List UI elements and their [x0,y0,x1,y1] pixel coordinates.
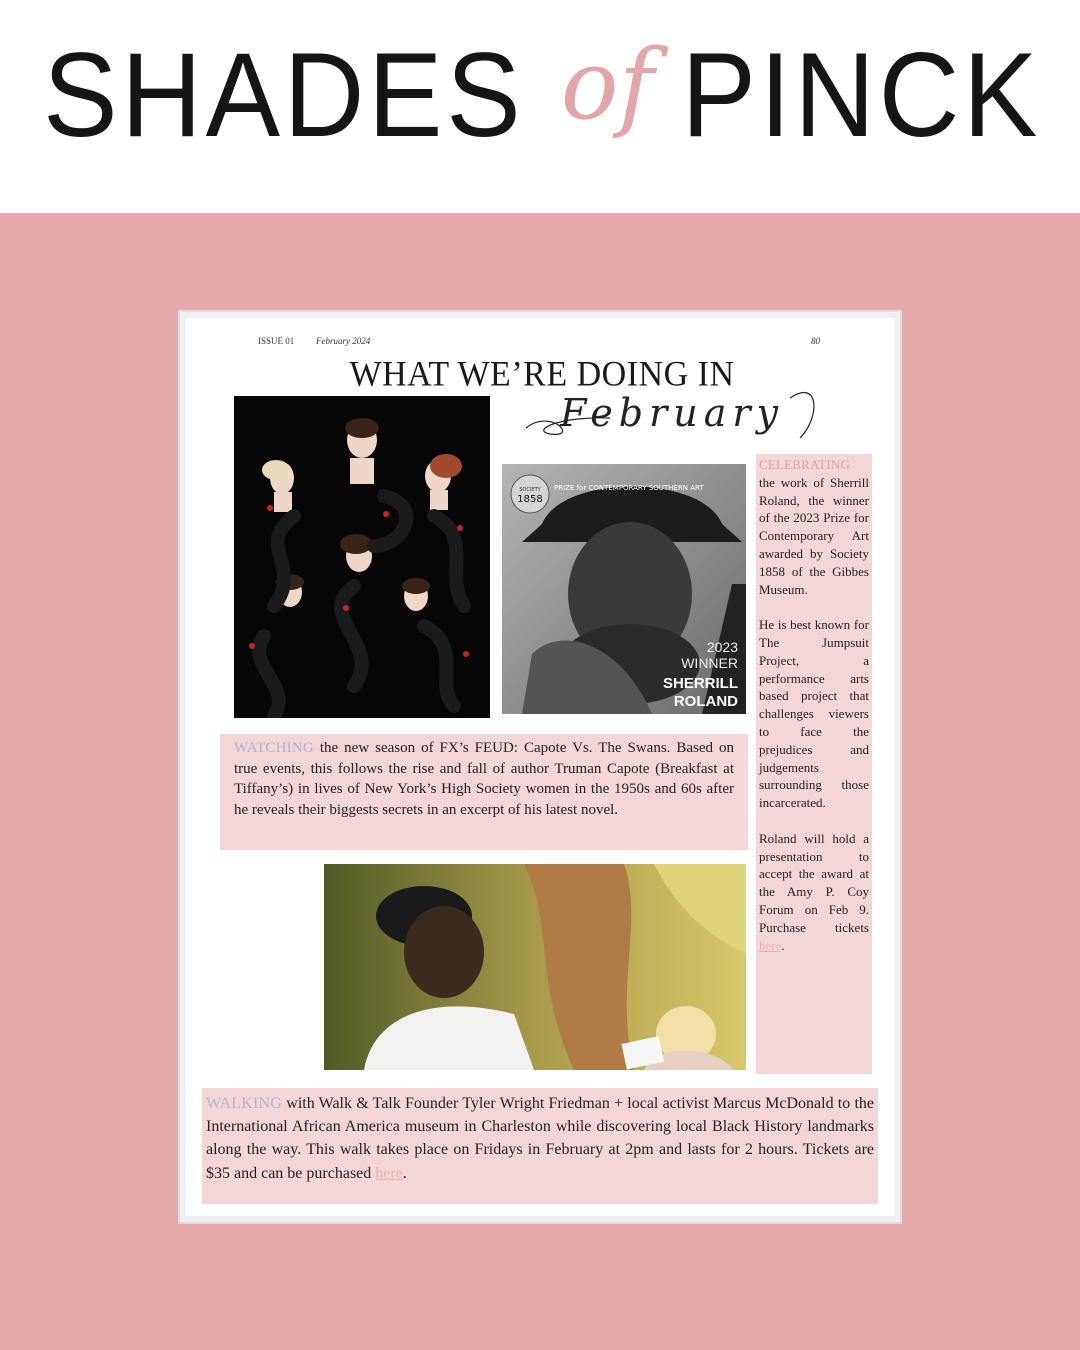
celebrating-end: . [781,937,785,953]
winner-year: 2023 [706,639,738,655]
headline-script [520,378,840,448]
badge-society: SOCIETY [519,487,541,493]
watching-lead: WATCHING [234,740,314,756]
walking-lead: WALKING [206,1095,283,1112]
magazine-page [178,310,902,1224]
tickets-link-walk[interactable]: here [375,1164,403,1182]
logo-word-pinck: PINCK [681,28,1042,162]
walking-end: . [402,1164,407,1182]
logo-word-of: of [560,29,655,141]
celebrating-body-1: the work of Sherrill Roland, the winner of the 2023 Prize for Contemporary Art awarded by Society 1858 of the Gibbes Museum. [759,474,869,597]
walk-photo [324,864,746,1070]
winner-label: WINNER [681,655,738,671]
page-number: 80 [811,336,820,346]
watching-body: the new season of FX’s FEUD: Capote Vs. The Swans. Based on true events, this follows the rise and fall of author Truman Capote (Breakfast at Tiffany’s) in lives of New York’s High Society women in the 1950s and 60s after he reveals their biggests secrets in an excerpt of his latest novel. [234,740,734,818]
swans-photo [234,396,490,718]
winner-name-2: ROLAND [673,693,738,710]
logo-word-shades: SHADES [43,28,525,162]
celebrating-p2 [759,616,869,812]
issue-date: February 2024 [316,336,371,346]
artist-photo [502,464,746,714]
walking-body: with Walk & Talk Founder Tyler Wright Friedman + local activist Marcus McDonald to the International African America museum in Charleston while discovering local Black History landmarks along the way. This walk takes place on Fridays in February at 2pm and lasts for 2 hours. Tickets are $35 and can be purchased [206,1095,874,1182]
badge-year: 1858 [517,494,543,505]
brand-logo [0,26,1080,176]
celebrating-p3 [759,830,869,955]
walking-panel [202,1088,878,1204]
celebrating-p1 [759,456,869,598]
page-headline: WHAT WE’RE DOING IN [349,355,735,394]
issue-label: ISSUE 01 [258,336,295,346]
headline-script-text: February [560,391,785,435]
celebrating-lead: CELEBRATING [759,457,851,472]
masthead [0,0,1080,213]
tickets-link-roland[interactable]: here [759,937,782,953]
celebrating-body-3: Roland will hold a presentation to accept the award at the Amy P. Coy Forum on Feb 9. Purchase tickets [759,830,869,935]
celebrating-panel [756,454,872,1074]
celebrating-body-2: He is best known for The Jumpsuit Project, a performance arts based project that challenges viewers to face the prejudices and judgements surrounding those incarcerated. [759,617,869,811]
badge-text: PRIZE for CONTEMPORARY SOUTHERN ART [554,484,704,492]
watching-panel [220,734,748,850]
winner-name-1: SHERRILL [663,675,738,692]
